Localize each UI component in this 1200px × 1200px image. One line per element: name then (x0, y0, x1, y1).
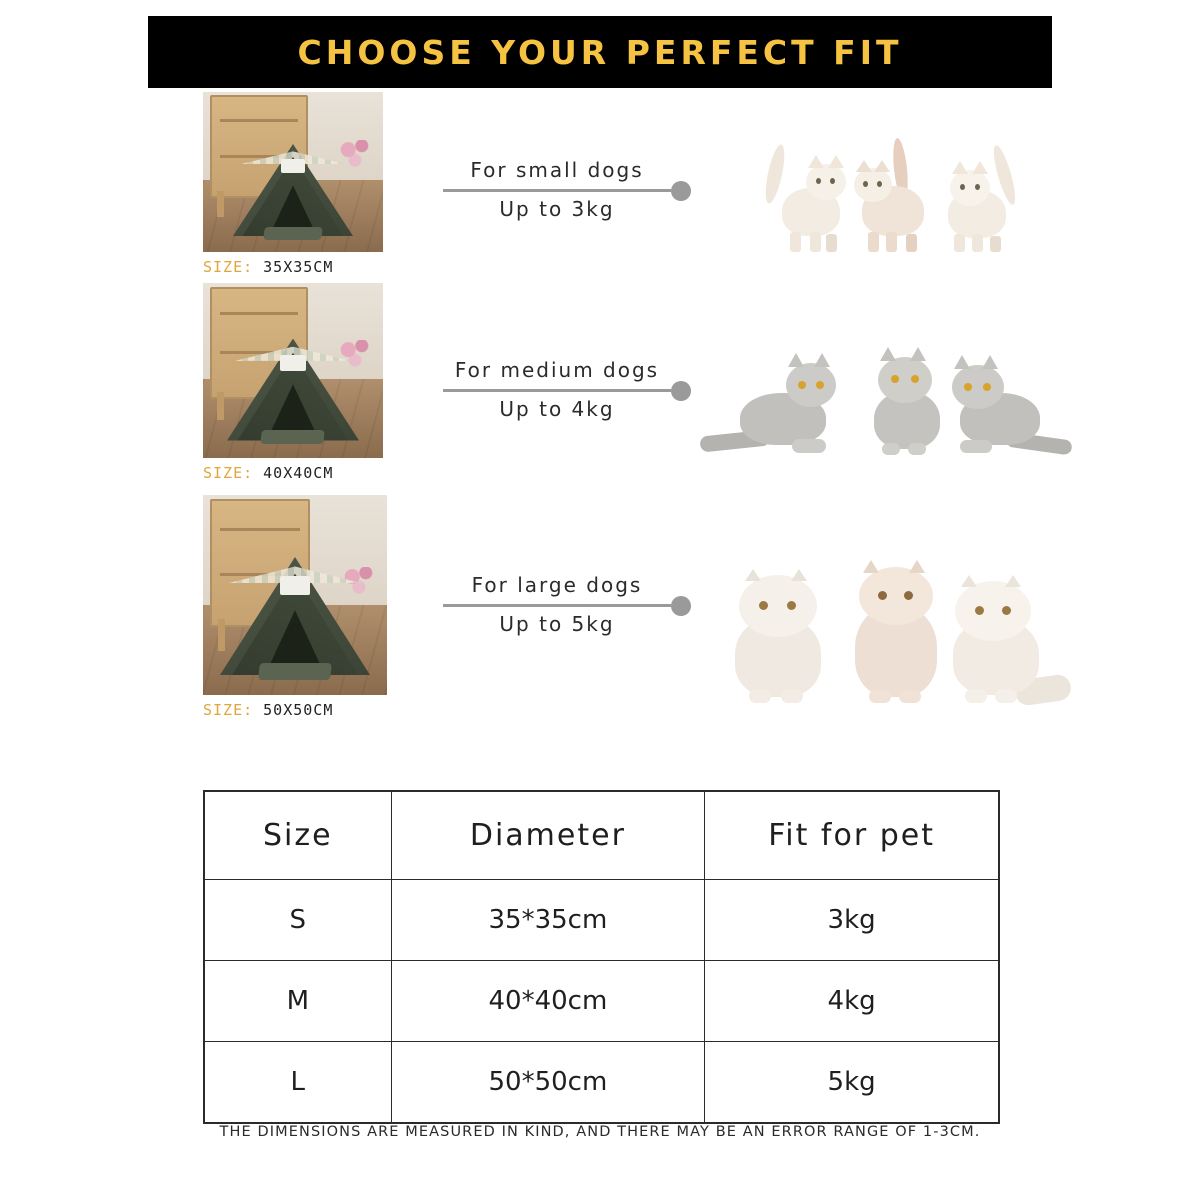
cell-fit: 4kg (705, 961, 999, 1042)
size-value: 35X35CM (263, 258, 334, 276)
grey-cat-paw (960, 440, 992, 453)
tent-floor-mat (258, 663, 332, 680)
fit-text-small (443, 158, 671, 221)
persian-eye (787, 601, 796, 610)
size-table-container (203, 790, 1000, 1124)
product-photo-medium (203, 283, 383, 458)
kitten-eye (975, 184, 980, 190)
photo-tent-medium (227, 339, 359, 441)
connector-dot (671, 381, 691, 401)
kitten-tail (762, 143, 788, 205)
product-photo-block-small (203, 92, 383, 276)
photo-tent-small (233, 144, 353, 236)
persian-ear (909, 560, 925, 573)
grey-cat-eye (891, 375, 899, 383)
connector-rule (443, 604, 671, 607)
photo-tent-large (220, 557, 370, 675)
table-header-row (205, 792, 999, 880)
persian-paw (965, 689, 987, 703)
kitten-ear (874, 160, 890, 172)
cat-group-large (715, 523, 1045, 703)
grey-cat-ear (954, 355, 970, 369)
persian-ear (1005, 575, 1021, 587)
table-row (205, 880, 999, 961)
table-header-size: Size (205, 792, 392, 880)
disclaimer-text: THE DIMENSIONS ARE MEASURED IN KIND, AND THERE MAY BE AN ERROR RANGE OF 1-3CM. (219, 1124, 981, 1140)
kitten-eye (830, 178, 835, 184)
kitten-leg (906, 234, 917, 252)
persian-cat-3 (941, 561, 1071, 703)
table-header-diameter: Diameter (391, 792, 705, 880)
kitten-eye (863, 181, 868, 187)
grey-cat-ear (814, 353, 830, 367)
grey-cat-ear (880, 347, 896, 361)
persian-ear (961, 575, 977, 587)
tent-brand-label (281, 159, 305, 174)
persian-paw (995, 689, 1017, 703)
kitten-head (854, 168, 892, 202)
grey-cat-paw (908, 443, 926, 455)
grey-cat-paw (882, 443, 900, 455)
size-caption-large (203, 701, 387, 719)
kitten-ear (856, 160, 872, 172)
kitten-leg (868, 232, 879, 252)
connector-dot (671, 596, 691, 616)
kitten-eye (877, 181, 882, 187)
grey-cat-ear (910, 347, 926, 361)
persian-eye (904, 591, 913, 600)
kitten-leg (990, 236, 1001, 252)
tent-floor-mat (264, 227, 323, 240)
kitten-ear (808, 155, 824, 168)
persian-eye (975, 606, 984, 615)
kitten-eye (960, 184, 965, 190)
grey-cat-3 (944, 351, 1074, 455)
grey-cat-eye (911, 375, 919, 383)
fit-weight-text: Up to 4kg (499, 397, 615, 421)
size-label: SIZE: (203, 258, 254, 276)
persian-eye (878, 591, 887, 600)
cell-diameter: 50*50cm (391, 1042, 705, 1123)
tent-brand-label (280, 355, 306, 371)
product-photo-block-medium (203, 283, 383, 482)
kitten-head (806, 164, 846, 200)
grey-cat-head (878, 357, 932, 403)
grey-cat-eye (816, 381, 824, 389)
cat-group-medium (700, 325, 1040, 455)
table-row (205, 1042, 999, 1123)
cell-size: M (205, 961, 392, 1042)
header-banner (148, 16, 1052, 88)
kitten-head (950, 170, 990, 206)
persian-eye (1002, 606, 1011, 615)
cell-diameter: 35*35cm (391, 880, 705, 961)
size-value: 50X50CM (263, 701, 334, 719)
size-label: SIZE: (203, 701, 254, 719)
persian-cat-1 (719, 553, 837, 703)
size-caption-medium (203, 464, 383, 482)
grey-cat-ear (982, 355, 998, 369)
fit-text-large (443, 573, 671, 636)
persian-ear (745, 569, 761, 581)
fit-primary-text: For medium dogs (454, 358, 660, 382)
size-row-medium (0, 283, 1200, 488)
persian-paw (749, 689, 771, 703)
grey-cat-paw (792, 439, 826, 453)
size-value: 40X40CM (263, 464, 334, 482)
tent-floor-mat (261, 430, 326, 444)
fit-primary-text: For large dogs (471, 573, 643, 597)
cell-fit: 5kg (705, 1042, 999, 1123)
persian-paw (781, 689, 803, 703)
fit-primary-text: For small dogs (470, 158, 644, 182)
photo-cabinet-leg-left (217, 392, 224, 420)
tent-brand-label (280, 576, 310, 595)
cell-diameter: 40*40cm (391, 961, 705, 1042)
cell-fit: 3kg (705, 880, 999, 961)
kitten-eye (816, 178, 821, 184)
product-photo-block-large (203, 495, 387, 719)
kitten-ear (828, 155, 844, 168)
kitten-3 (936, 140, 1030, 252)
fit-weight-text: Up to 5kg (499, 612, 615, 636)
fit-text-medium (443, 358, 671, 421)
connector-rule (443, 389, 671, 392)
persian-head (955, 581, 1031, 641)
persian-head (859, 567, 933, 625)
cat-group-small (760, 122, 1030, 252)
grey-cat-head (952, 365, 1004, 409)
persian-ear (863, 560, 879, 573)
grey-cat-eye (798, 381, 806, 389)
kitten-leg (790, 232, 801, 252)
kitten-ear (972, 161, 988, 174)
photo-cabinet-leg-left (217, 191, 224, 217)
fit-weight-text: Up to 3kg (499, 197, 615, 221)
grey-cat-head (786, 363, 836, 407)
kitten-2 (846, 136, 942, 252)
product-photo-large (203, 495, 387, 695)
persian-paw (869, 690, 891, 703)
product-photo-small (203, 92, 383, 252)
cell-size: S (205, 880, 392, 961)
cell-size: L (205, 1042, 392, 1123)
kitten-leg (826, 234, 837, 252)
grey-cat-eye (964, 383, 972, 391)
kitten-1 (766, 142, 854, 252)
page-title: CHOOSE YOUR PERFECT FIT (297, 32, 903, 72)
kitten-ear (952, 161, 968, 174)
kitten-leg (954, 234, 965, 252)
connector-dot (671, 181, 691, 201)
size-table (204, 791, 999, 1123)
persian-cat-2 (841, 543, 951, 703)
persian-paw (899, 690, 921, 703)
size-label: SIZE: (203, 464, 254, 482)
kitten-leg (810, 232, 821, 252)
kitten-leg (972, 234, 983, 252)
size-row-large (0, 495, 1200, 730)
grey-cat-eye (983, 383, 991, 391)
persian-eye (759, 601, 768, 610)
size-row-small (0, 92, 1200, 282)
size-caption-small (203, 258, 383, 276)
table-header-fit: Fit for pet (705, 792, 999, 880)
table-row (205, 961, 999, 1042)
kitten-leg (886, 232, 897, 252)
persian-ear (791, 569, 807, 581)
grey-cat-ear (788, 353, 804, 367)
grey-cat-1 (700, 351, 850, 455)
persian-head (739, 575, 817, 637)
connector-rule (443, 189, 671, 192)
